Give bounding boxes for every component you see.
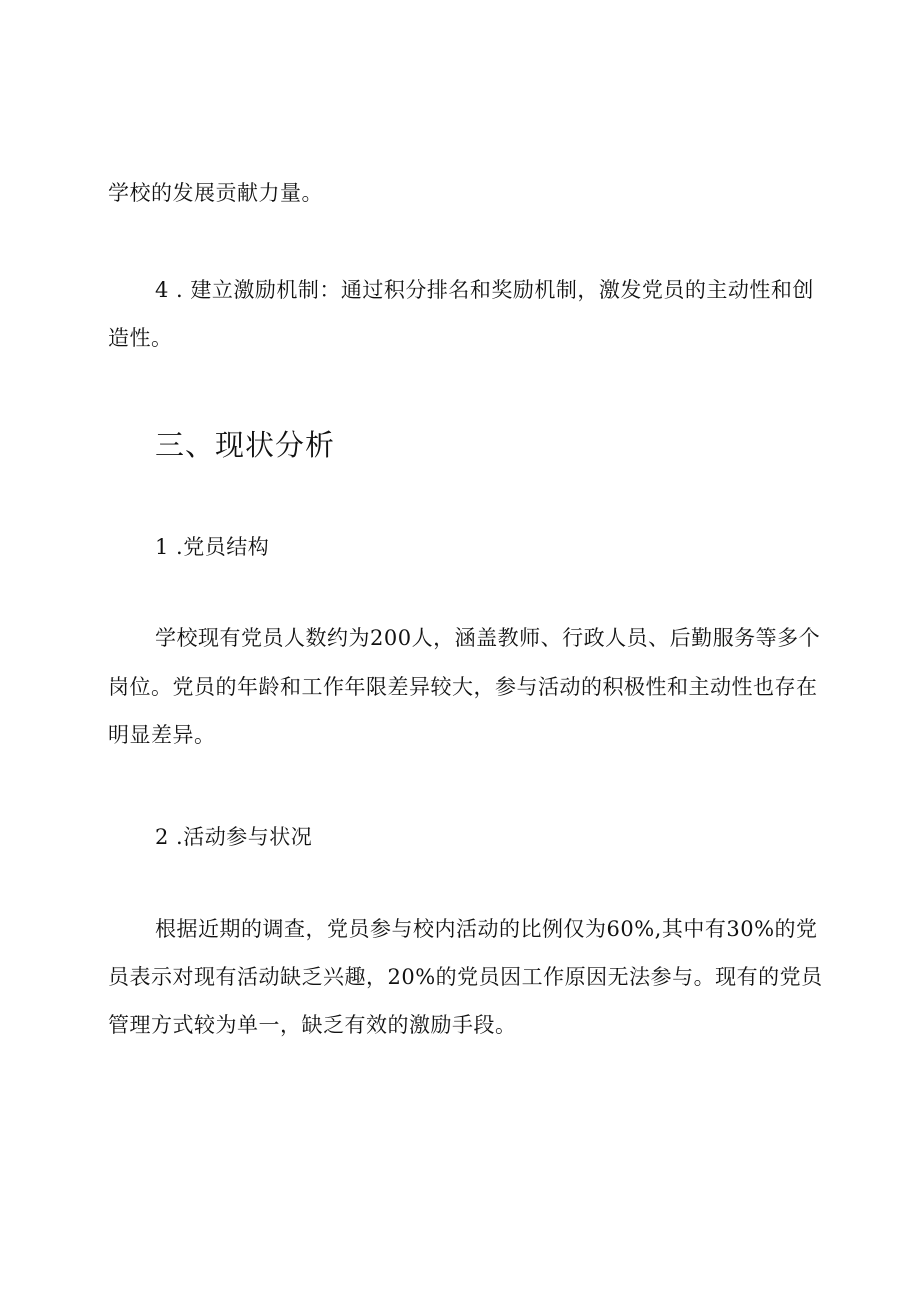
item-4-line-1: 4 . 建立激励机制：通过积分排名和奖励机制，激发党员的主动性和创 <box>155 278 814 302</box>
subsection-1-paragraph-line-2: 岗位。党员的年龄和工作年限差异较大，参与活动的积极性和主动性也存在 <box>108 675 818 699</box>
section-heading: 三、现状分析 <box>155 428 336 462</box>
subsection-1-title: 1 .党员结构 <box>155 535 270 559</box>
subsection-1-paragraph-line-3: 明显差异。 <box>108 723 216 747</box>
item-4-line-2: 造性。 <box>108 326 173 350</box>
subsection-2-title: 2 .活动参与状况 <box>155 825 313 849</box>
subsection-2-paragraph-line-1: 根据近期的调查，党员参与校内活动的比例仅为60%,其中有30%的党 <box>155 917 818 941</box>
subsection-2-paragraph-line-3: 管理方式较为单一，缺乏有效的激励手段。 <box>108 1013 517 1037</box>
paragraph-continuation: 学校的发展贡献力量。 <box>108 181 323 205</box>
subsection-2-paragraph-line-2: 员表示对现有活动缺乏兴趣，20%的党员因工作原因无法参与。现有的党员 <box>108 965 823 989</box>
subsection-1-paragraph-line-1: 学校现有党员人数约为200人，涵盖教师、行政人员、后勤服务等多个 <box>155 626 821 650</box>
